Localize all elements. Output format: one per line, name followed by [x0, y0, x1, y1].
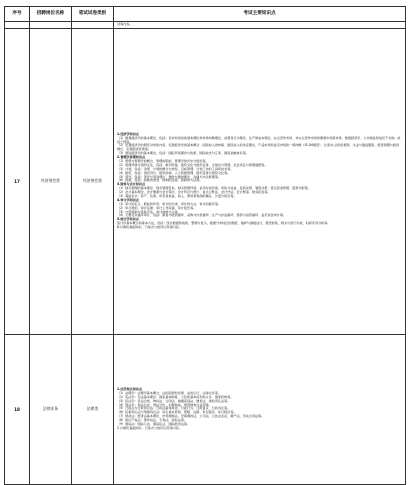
knowledge-point-line: （2）会计基本理论、会计要素与会计等式、会计科目与账户、复式记账法、会计凭证、会计账簿、财务报表等。	[117, 190, 271, 195]
knowledge-point-line: （3）民法学：民法总则、物权法、合同法、婚姻家庭法、继承法、侵权责任法等。	[117, 398, 231, 403]
knowledge-point-line: （6）控制，包括：控制的类型、控制的过程、控制的方法等。	[117, 178, 203, 183]
table-header-row	[5, 7, 406, 22]
knowledge-point-line: （7）经济法：经济法基本理论、市场规制法、宏观调控法、公司法、合伙企业法、破产法、劳动合同法等。	[117, 414, 265, 419]
knowledge-point-line: （1）审计的定义、职能和作用、审计的分类、审计的方法、审计的程序等。	[117, 201, 222, 206]
knowledge-section-heading: 5.统计学知识点	[117, 217, 139, 222]
knowledge-point-line: （2）宪法学：宪法基本理论、国家基本制度、公民的基本权利和义务、国家机构等。	[117, 394, 234, 399]
paper-category: 经济财会类	[72, 28, 114, 334]
header-paper: 笔试试卷类别	[72, 7, 114, 22]
position-name: 法律业务	[30, 334, 72, 484]
knowledge-point-line: （2）管理环境与组织文化，包括：组织环境、组织文化与组织变革、全球化与管理、社会责任与管理道德等。	[117, 162, 268, 167]
row-number: 18	[5, 334, 30, 484]
knowledge-point-line: （4）主要业务循环审计，包括：销售与收款循环、采购与付款循环、生产与存货循环、筹资与投资循环、货币资金审计等。	[117, 213, 287, 218]
table-row	[5, 28, 406, 334]
knowledge-point-line: （8）知识产权法：著作权法、专利法、商标法等。	[117, 418, 188, 423]
knowledge-section-heading: 1.经济学知识点	[117, 131, 139, 136]
knowledge-point-line: （5）行政法与行政诉讼法：行政法基本原则、行政行为、行政复议、行政诉讼等。	[117, 406, 231, 411]
knowledge-points	[114, 334, 406, 484]
knowledge-point-line: （3）基础会计：资产、负债、所有者权益、收入、费用和利润的确认、计量与报告等。	[117, 194, 237, 198]
header-no: 序号	[5, 7, 30, 22]
knowledge-point-line: （5）领导，包括：领导与领导理论、激励与激励理论、沟通与冲突管理等。	[117, 174, 222, 179]
knowledge-section-heading: 2.管理学原理知识点	[117, 155, 146, 160]
knowledge-point-line: 统计学基本概念和基本方法，包括：统计数据的收集、整理与显示，数据分布特征的测度，抽样与参数估计，假设检验，相关与回归分析，时间序列分析等。	[117, 221, 331, 226]
knowledge-point-line: 6.计算机基础知识、日常办公软件应用等内容。	[117, 225, 182, 230]
knowledge-point-line: 2.计算机基础知识、日常办公软件应用等内容。	[117, 425, 182, 430]
knowledge-point-line: （1）法理学：法理学基本概念、法的起源和发展、法的运行、法律关系等。	[117, 390, 222, 395]
knowledge-point-line: （1）管理与管理学的概念、管理的职能、管理学的历史与现状等。	[117, 158, 209, 163]
knowledge-section-heading: 1.法学综合知识点	[117, 386, 142, 391]
knowledge-point-line: （9）国际法：国际公法、国际私法、国际经济法等。	[117, 422, 191, 426]
header-knowledge: 考试主要知识点	[114, 7, 406, 22]
knowledge-point-line: （2）宏观经济学的研究对象和内容、宏观经济学的基本概念、国民收入的核算、国民收入的决定理论、产品市场和货币市场的一般均衡（IS-LM模型）、总需求-总供给模型、失业与通货膨胀、经济周期与经济增长、宏观经济政策等。	[117, 143, 400, 152]
row-number: 17	[5, 28, 30, 334]
knowledge-point-line: （4）刑法学：刑法总论、刑法分论、犯罪构成、刑罚种类与适用等。	[117, 402, 212, 407]
knowledge-point-line: （3）国际经济学的基本理论，包括：国际贸易理论与政策、国际收支与汇率、国际金融体系等。	[117, 151, 249, 156]
knowledge-point-line: （1）微观经济学的基本理论，包括：需求和供给的基本理论和市场均衡理论、消费者行为理论、生产和成本理论、完全竞争市场、非完全竞争市场和要素市场等市场、微观经济学、公共物品和信息不对称；政府干预等。	[117, 135, 401, 144]
knowledge-section-heading: 3.财务与会计知识点	[117, 182, 146, 187]
knowledge-point-line: （3）计划，包括：决策、计划的概念与类型、目标管理、计划工作的工具和技术等。	[117, 166, 234, 171]
knowledge-point-line: （2）审计准则、审计证据、审计工作底稿、审计报告等。	[117, 205, 197, 210]
knowledge-section-heading: 4.审计学知识点	[117, 197, 139, 202]
knowledge-point-line: （1）财务管理的基本理论、财务管理目标、财务管理环境、货币时间价值、风险与收益、投资决策、筹资决策、营运资金管理、股利分配等。	[117, 186, 311, 191]
syllabus-table	[4, 6, 406, 485]
table-row-previous-tail	[5, 22, 406, 29]
knowledge-point-line: （3）内部控制与风险评估、审计抽样方法等。	[117, 209, 181, 214]
position-name: 经济财会类	[30, 28, 72, 334]
paper-category: 法律类	[72, 334, 114, 484]
previous-row-text: 试等内容。	[114, 22, 406, 29]
knowledge-point-line: （6）民事诉讼法与刑事诉讼法：诉讼基本原则、管辖、证据、诉讼程序、执行程序等。	[117, 410, 237, 415]
knowledge-points	[114, 28, 406, 334]
exam-syllabus-page	[4, 6, 406, 485]
table-row	[5, 334, 406, 484]
knowledge-point-line: （4）组织，包括：组织设计、组织结构、人力资源管理、组织变革与组织文化等。	[117, 170, 231, 175]
header-position: 招聘岗位名称	[30, 7, 72, 22]
